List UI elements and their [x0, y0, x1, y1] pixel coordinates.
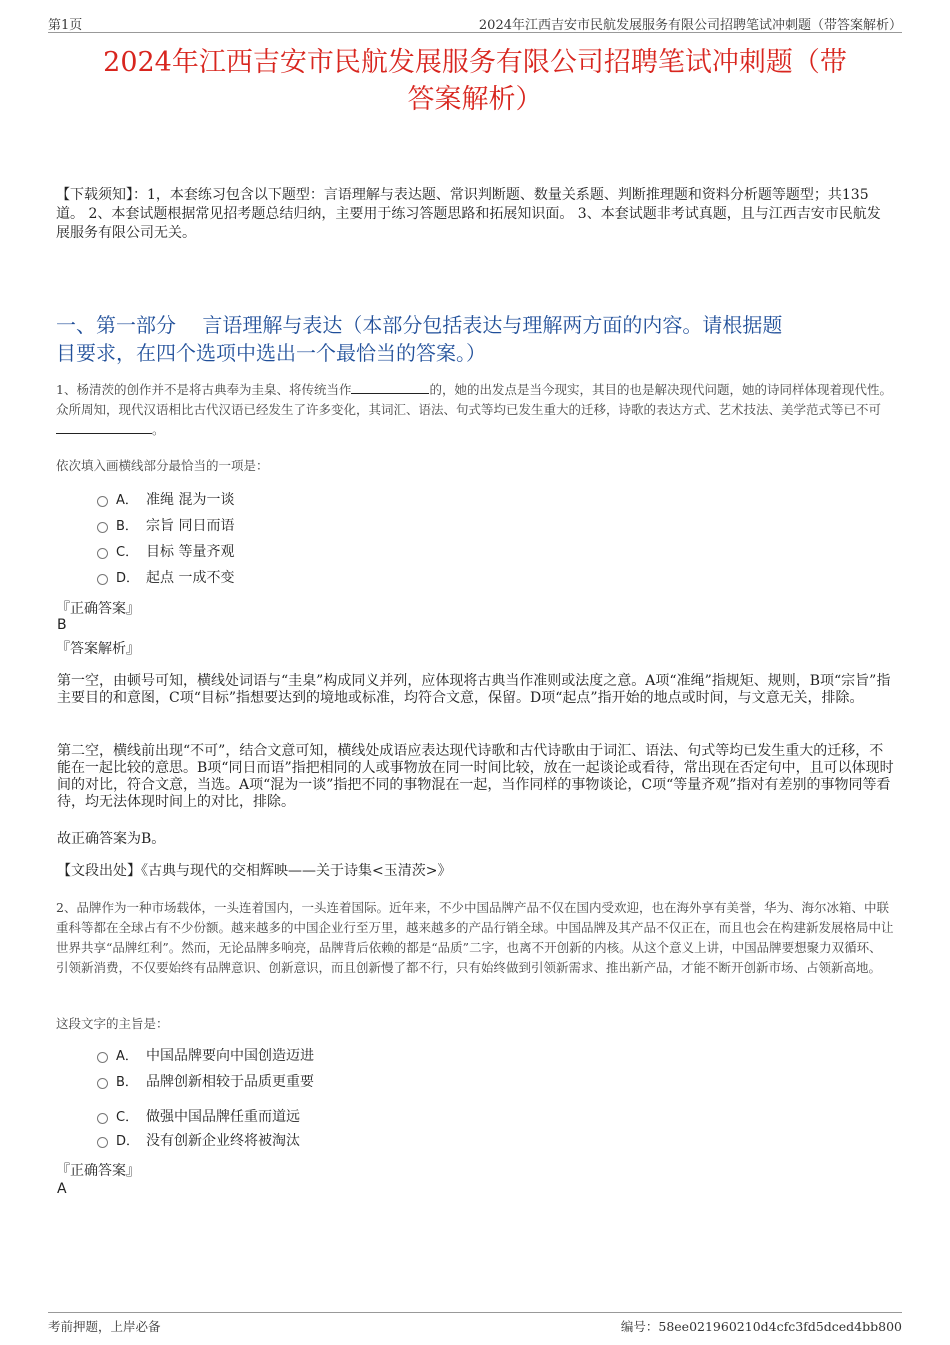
question-2-stem: 2、品牌作为一种市场载体，一头连着国内，一头连着国际。近年来，不少中国品牌产品不仅在国内受欢迎，也在海外享有美誉，华为、海尔冰箱、中联重科等都在全球占有不少份额。越来越多的中国企业行至万里，越来越多的产品行销全球。中国品牌及其产品不仅正在，而且也会在构建新发展格局中让世界共享“品牌红利”。然而，无论品牌多响亮，品牌背后依赖的都是“品质”二字，也离不开创新的内核。从这个意义上讲，中国品牌要想聚力双循环、引领新消费，不仅要始终有品牌意识、创新意识，而且创新慢了都不行，只有始终做到引领新需求、推出新产品，才能不断开创新市场、占领新高地。 — [56, 900, 894, 975]
question-2-option-a[interactable]: A． 中国品牌要向中国创造迈进 — [97, 1045, 314, 1067]
radio-icon[interactable] — [97, 1078, 108, 1089]
question-1-option-d[interactable]: D． 起点 一成不变 — [97, 567, 234, 589]
footer-serial: 编号：58ee021960210d4cfc3fd5dced4bb800 — [620, 1319, 902, 1334]
page-header — [48, 12, 902, 33]
section-heading-line-1: 一、第一部分 言语理解与表达（本部分包括表达与理解两方面的内容。请根据题 — [56, 313, 783, 337]
radio-icon[interactable] — [97, 496, 108, 507]
radio-icon[interactable] — [97, 1113, 108, 1124]
radio-icon[interactable] — [97, 522, 108, 533]
radio-icon[interactable] — [97, 574, 108, 585]
question-2-answer: A — [57, 1181, 67, 1197]
question-2-option-b[interactable]: B． 品牌创新相较于品质更重要 — [97, 1071, 314, 1093]
title-line-2: 答案解析） — [407, 84, 543, 115]
question-2-option-c[interactable]: C． 做强中国品牌任重而道远 — [97, 1106, 300, 1128]
page-number: 第1页 — [48, 18, 83, 33]
fill-blank-1 — [351, 381, 429, 394]
fill-blank-2 — [56, 421, 152, 434]
page-footer — [48, 1312, 902, 1334]
download-notice: 【下载须知】：1，本套练习包含以下题型：言语理解与表达题、常识判断题、数量关系题、判断推理题和资料分析题等题型；共135道。 2、本套试题根据常见招考题总结归纳，主要用于练习答题思路和拓展知识面。 3、本套试题非考试真题，且与江西吉安市民航发展服务有限公司无关。 — [56, 187, 881, 241]
question-1-analysis-1: 第一空，由顿号可知，横线处词语与“圭臬”构成同义并列，应体现将古典当作准则或法度之意。A项“准绳”指规矩、规则，B项“宗旨”指主要目的和意图，C项“目标”指想要达到的境地或标准，均符合文意，保留。D项“起点”指开始的地点或时间，与文意无关，排除。 — [57, 673, 891, 706]
question-2-option-d[interactable]: D． 没有创新企业终将被淘汰 — [97, 1130, 300, 1152]
question-2-prompt: 这段文字的主旨是： — [56, 1016, 169, 1031]
question-1-analysis-label: 『答案解析』 — [56, 641, 140, 657]
question-1-source: 【文段出处】《古典与现代的交相辉映——关于诗集<玉清茨>》 — [57, 863, 452, 879]
question-1-prompt: 依次填入画横线部分最恰当的一项是： — [56, 458, 269, 473]
radio-icon[interactable] — [97, 548, 108, 559]
question-1-answer: B — [57, 617, 67, 633]
question-1-option-c[interactable]: C． 目标 等量齐观 — [97, 541, 234, 563]
question-1-stem — [56, 380, 894, 440]
document-title — [48, 44, 902, 118]
section-heading — [56, 311, 894, 367]
question-1-conclusion: 故正确答案为B。 — [57, 831, 166, 847]
question-2-answer-label: 『正确答案』 — [56, 1163, 140, 1179]
radio-icon[interactable] — [97, 1137, 108, 1148]
question-1-option-a[interactable]: A． 准绳 混为一谈 — [97, 489, 234, 511]
question-1-stem-part-3: 。 — [152, 422, 165, 437]
header-doc-title: 2024年江西吉安市民航发展服务有限公司招聘笔试冲刺题（带答案解析） — [478, 18, 902, 33]
question-1-stem-part-1: 1、杨清茨的创作并不是将古典奉为圭臬、将传统当作 — [56, 382, 352, 397]
title-line-1: 2024年江西吉安市民航发展服务有限公司招聘笔试冲刺题（带 — [103, 47, 847, 78]
question-1-stem-part-2: 的，她的出发点是当今现实，其目的也是解决现代问题，她的诗同样体现着现代性。众所周知，现代汉语相比古代汉语已经发生了许多变化，其词汇、语法、句式等均已发生重大的迁移，诗歌的表达方式、艺术技法、美学范式等已不可 — [56, 382, 892, 417]
section-heading-line-2: 目要求，在四个选项中选出一个最恰当的答案。） — [56, 341, 486, 365]
question-1-answer-label: 『正确答案』 — [56, 601, 140, 617]
radio-icon[interactable] — [97, 1052, 108, 1063]
footer-slogan: 考前押题，上岸必备 — [48, 1319, 161, 1334]
question-1-option-b[interactable]: B． 宗旨 同日而语 — [97, 515, 234, 537]
question-1-analysis-2: 第二空，横线前出现“不可”，结合文意可知，横线处成语应表达现代诗歌和古代诗歌由于词汇、语法、句式等均已发生重大的迁移，不能在一起比较的意思。B项“同日而语”指把相同的人或事物放在同一时间比较，放在一起谈论或看待，常出现在否定句中，且可以体现时间的对比，符合文意，当选。A项“混为一谈”指把不同的事物混在一起，当作同样的事物谈论，C项“等量齐观”指对有差别的事物同等看待，均无法体现时间上的对比，排除。 — [57, 743, 894, 810]
